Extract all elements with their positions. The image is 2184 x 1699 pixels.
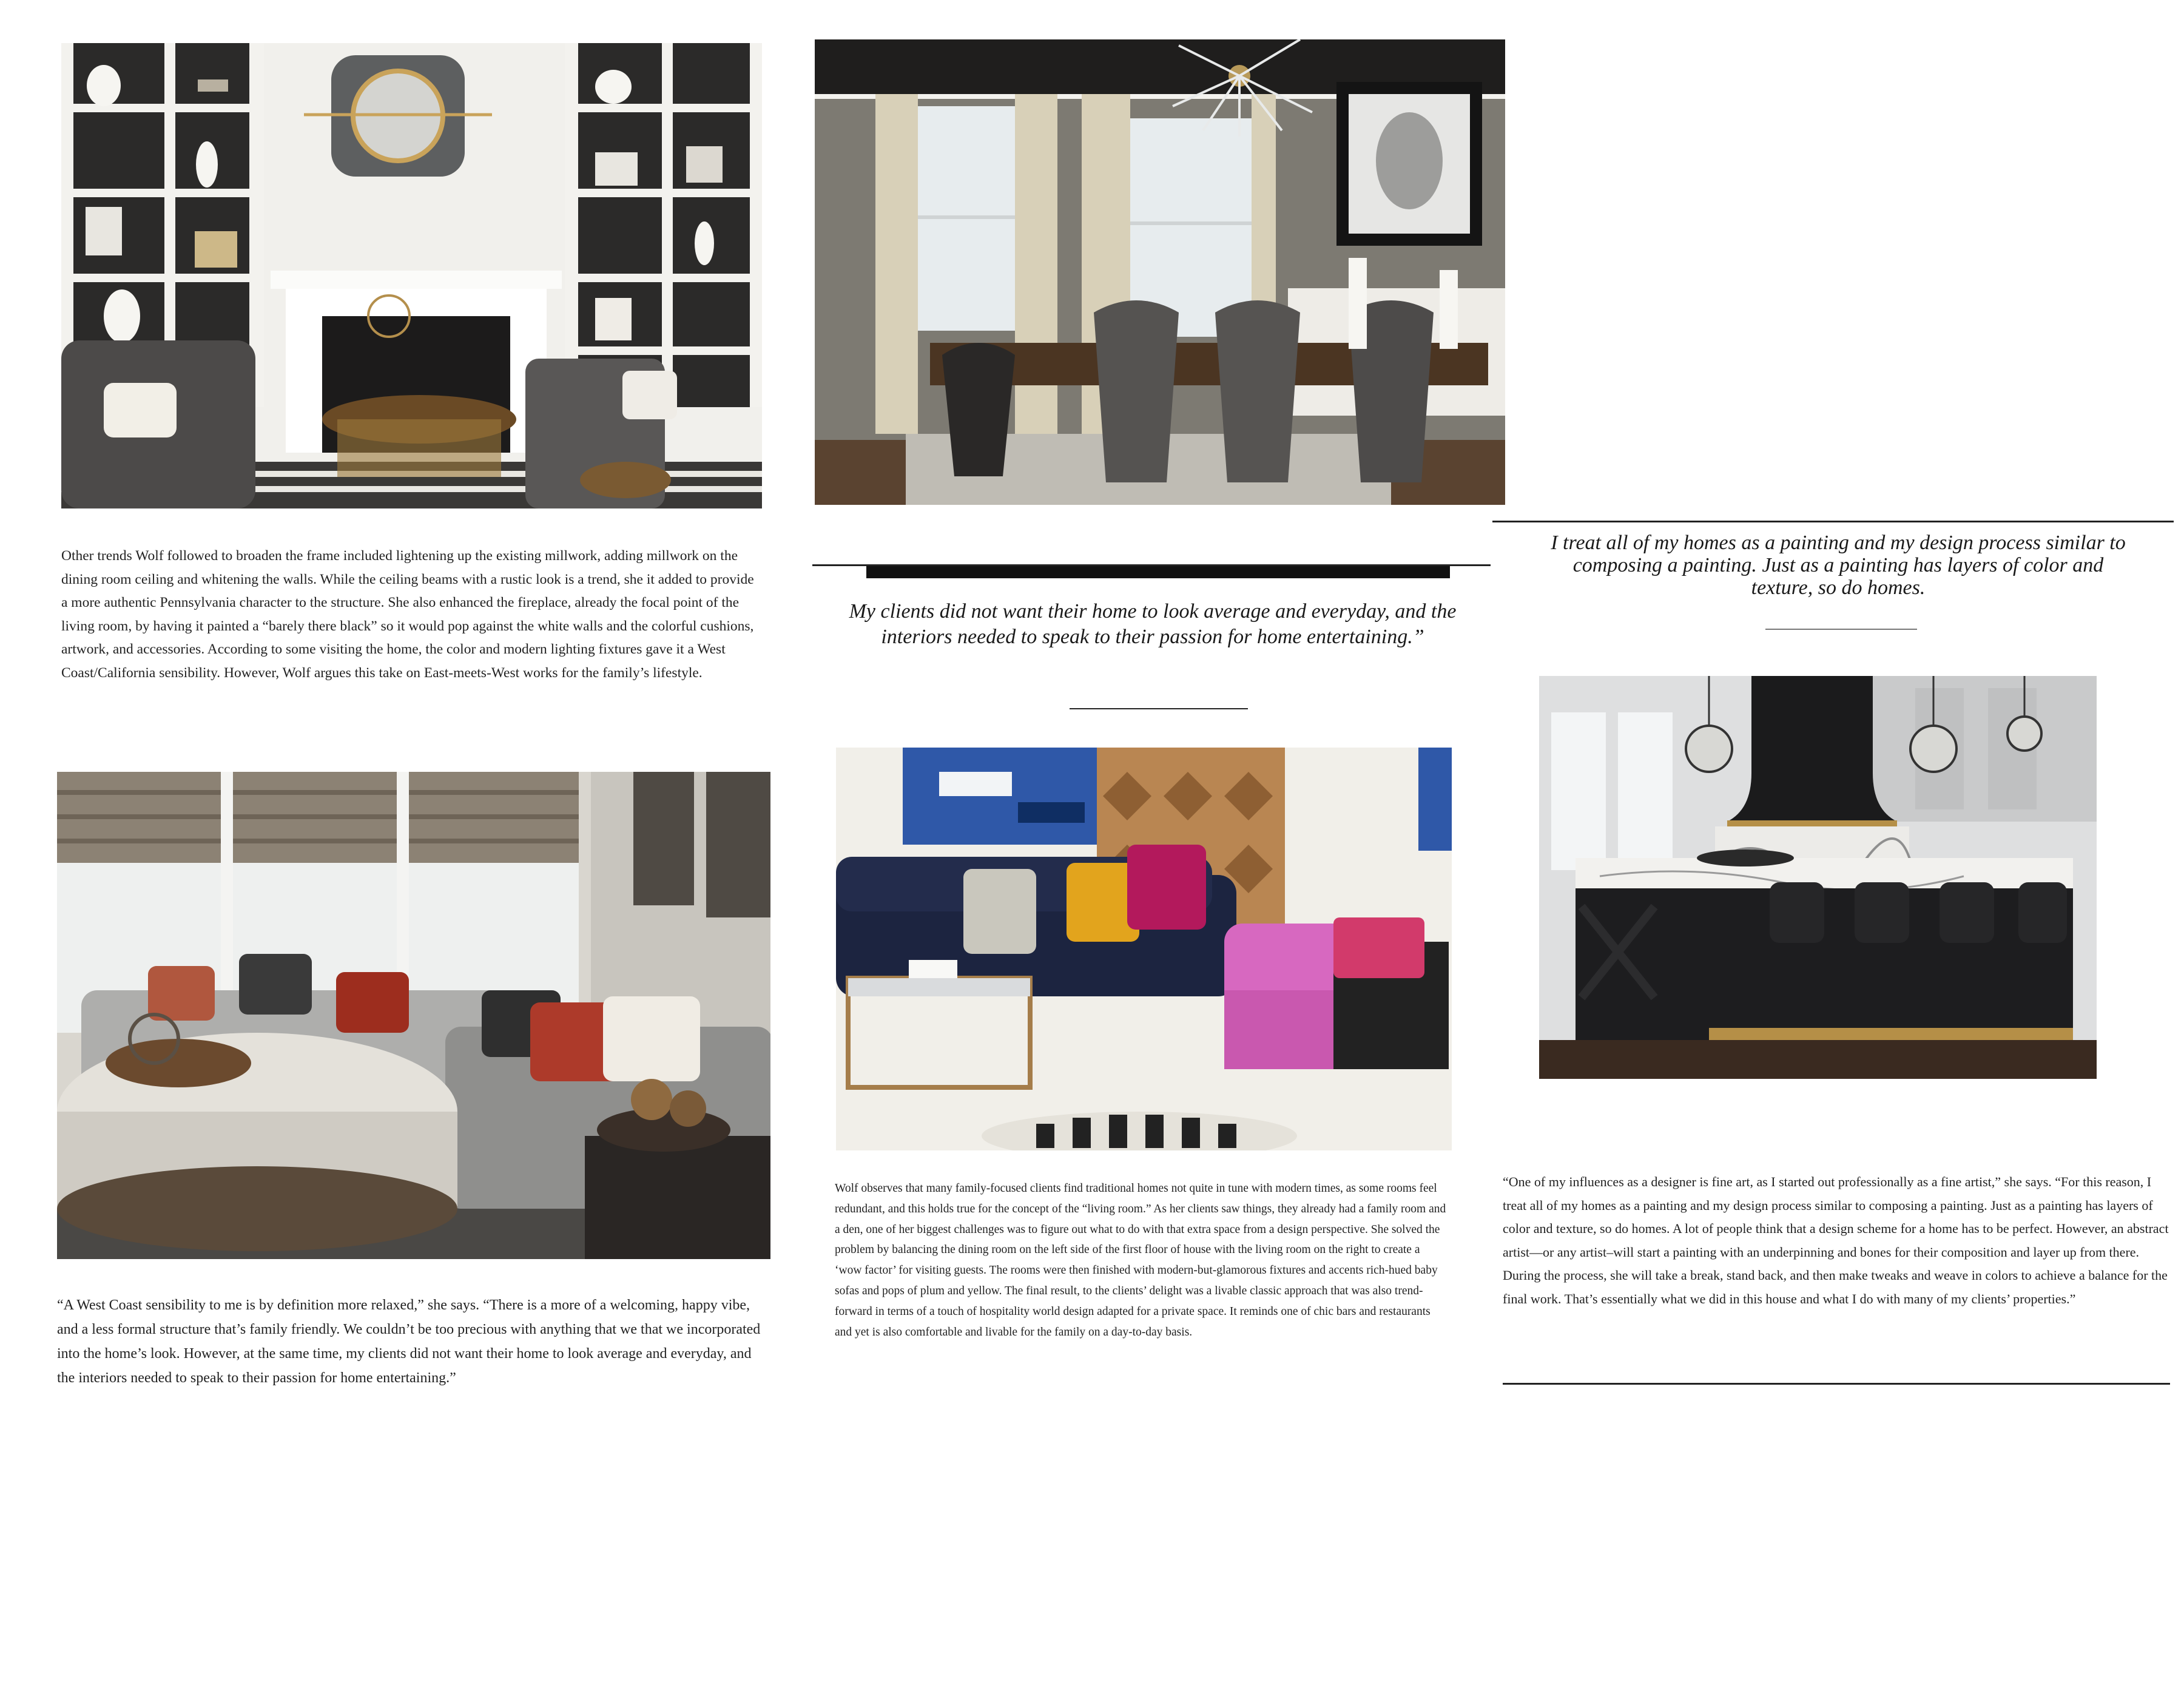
pull-quote-right-underline <box>1765 629 1917 630</box>
divider-rule-right-bottom <box>1503 1383 2170 1385</box>
article-paragraph-west-coast: “A West Coast sensibility to me is by definition more relaxed,” she says. “There is a more of a welcoming, happy vibe, and a less formal structure that’s family friendly. We couldn’t be too precious with anything that we that we incorporated into the home’s look. However, at the same time, my clients did not want their home to look average and everyday, and the interiors needed to speak to their passion for home entertaining.” <box>57 1297 761 1386</box>
divider-bar-thick <box>866 566 1450 578</box>
photo-family-room-sectional <box>57 772 770 1259</box>
photo-living-room-fireplace <box>61 43 762 508</box>
photo-velvet-sofa-room <box>836 748 1452 1150</box>
pull-quote-painting: I treat all of my homes as a painting and my design process similar to composing a painting. Just as a painting has layers of color and texture, so do homes. <box>1551 532 2126 599</box>
article-paragraph-fireplace: Other trends Wolf followed to broaden the frame included lightening up the existing millwork, adding millwork on the dining room ceiling and whitening the walls. While the ceiling beams with a rustic look is a trend, she it added to provide a more authentic Pennsylvania character to the structure. She also enhanced the fireplace, already the focal point of the living room, by having it painted a “barely there black” so it would pop against the white walls and the colorful cushions, artwork, and accessories. According to some visiting the home, the color and modern lighting fixtures gave it a West Coast/California sensibility. However, Wolf argues this take on East-meets-West works for the family’s lifestyle. <box>61 548 754 681</box>
article-paragraph-living-room: Wolf observes that many family-focused clients find traditional homes not quite in tune with modern times, as some rooms feel redundant, and this holds true for the concept of the “living room.” As her clients saw things, they already had a family room and a den, one of her biggest challenges was to figure out what to do with that extra space from a design perspective. She solved the problem by balancing the dining room on the left side of the first floor of house with the living room on the right to create a ‘wow factor’ for visiting guests. The rooms were then finished with modern-but-glamorous fixtures and accents rich-hued baby sofas and pops of plum and yellow. The final result, to the clients’ delight was a livable classic approach that was also trend-forward in terms of a touch of hospitality world design adapted for a private space. It reminds one of chic bars and restaurants and yet is also comfortable and livable for the family on a day-to-day basis. <box>835 1182 1446 1339</box>
photo-kitchen-island <box>1539 676 2097 1079</box>
divider-rule-right-top <box>1492 521 2174 522</box>
photo-dining-room <box>815 39 1505 505</box>
pull-quote-entertaining: My clients did not want their home to look average and everyday, and the interiors needed to speak to their passion for home entertaining.” <box>849 600 1457 648</box>
article-paragraph-fine-art: “One of my influences as a designer is fine art, as I started out professionally as a fine artist,” she says. “For this reason, I treat all of my homes as a painting and my design process similar to composing a painting. Just as a painting has layers of color and texture, so do homes. A lot of people think that a design scheme for a home has to be perfect. However, an abstract artist—or any artist–will start a painting with an underpinning and bones for their composition and layer up from there. During the process, she will take a break, stand back, and then make tweaks and weave in colors to achieve a balance for the final work. That’s essentially what we did in this house and what I do with many of my clients’ properties.” <box>1503 1174 2169 1306</box>
pull-quote-underline <box>1070 708 1248 709</box>
